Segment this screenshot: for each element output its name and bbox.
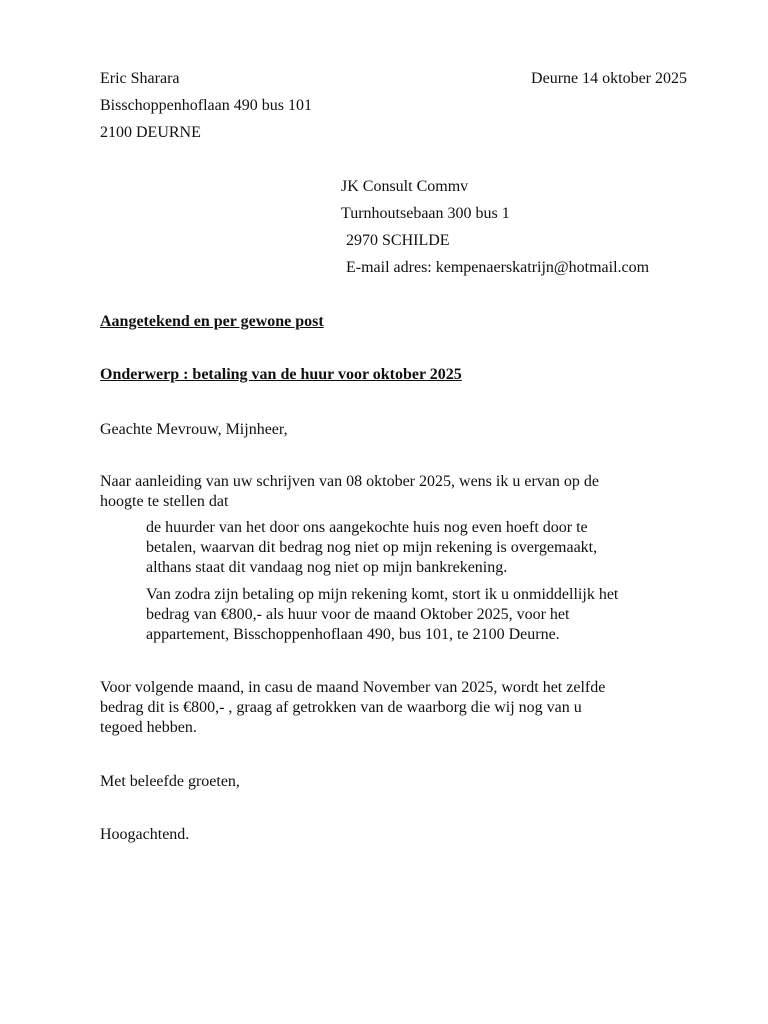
closing-greeting: Met beleefde groeten,	[100, 773, 240, 790]
salutation: Geachte Mevrouw, Mijnheer,	[100, 421, 288, 438]
subject-line: Onderwerp : betaling van de huur voor oktober 2025	[100, 366, 462, 383]
recipient-email: E-mail adres: kempenaerskatrijn@hotmail.com	[346, 259, 650, 276]
sender-name: Eric Sharara	[100, 70, 180, 87]
closing-sign-off: Hoogachtend.	[100, 826, 190, 843]
place-date: Deurne 14 oktober 2025	[531, 70, 687, 87]
next-month-line: Voor volgende maand, in casu de maand November van 2025, wordt het zelfde	[100, 679, 606, 696]
indented-paragraph-line: appartement, Bisschoppenhoflaan 490, bus 101, te 2100 Deurne.	[146, 626, 560, 643]
next-month-line: tegoed hebben.	[100, 719, 197, 736]
next-month-line: bedrag dit is €800,- , graag af getrokken van de waarborg die wij nog van u	[100, 699, 582, 716]
recipient-street: Turnhoutsebaan 300 bus 1	[341, 205, 510, 222]
intro-line: Naar aanleiding van uw schrijven van 08 oktober 2025, wens ik u ervan op de	[100, 473, 599, 490]
indented-paragraph-line: althans staat dit vandaag nog niet op mijn bankrekening.	[146, 559, 508, 576]
indented-paragraph-line: betalen, waarvan dit bedrag nog niet op mijn rekening is overgemaakt,	[146, 539, 598, 556]
indented-paragraph-line: de huurder van het door ons aangekochte huis nog even hoeft door te	[146, 519, 588, 536]
sender-city: 2100 DEURNE	[100, 124, 201, 141]
indented-paragraph-line: Van zodra zijn betaling op mijn rekening komt, stort ik u onmiddellijk het	[146, 586, 619, 603]
indented-paragraph-line: bedrag van €800,- als huur voor de maand Oktober 2025, voor het	[146, 606, 570, 623]
recipient-company: JK Consult Commv	[341, 178, 469, 195]
delivery-note: Aangetekend en per gewone post	[100, 313, 324, 330]
intro-line: hoogte te stellen dat	[100, 493, 229, 510]
sender-street: Bisschoppenhoflaan 490 bus 101	[100, 97, 312, 114]
recipient-city: 2970 SCHILDE	[346, 232, 450, 249]
